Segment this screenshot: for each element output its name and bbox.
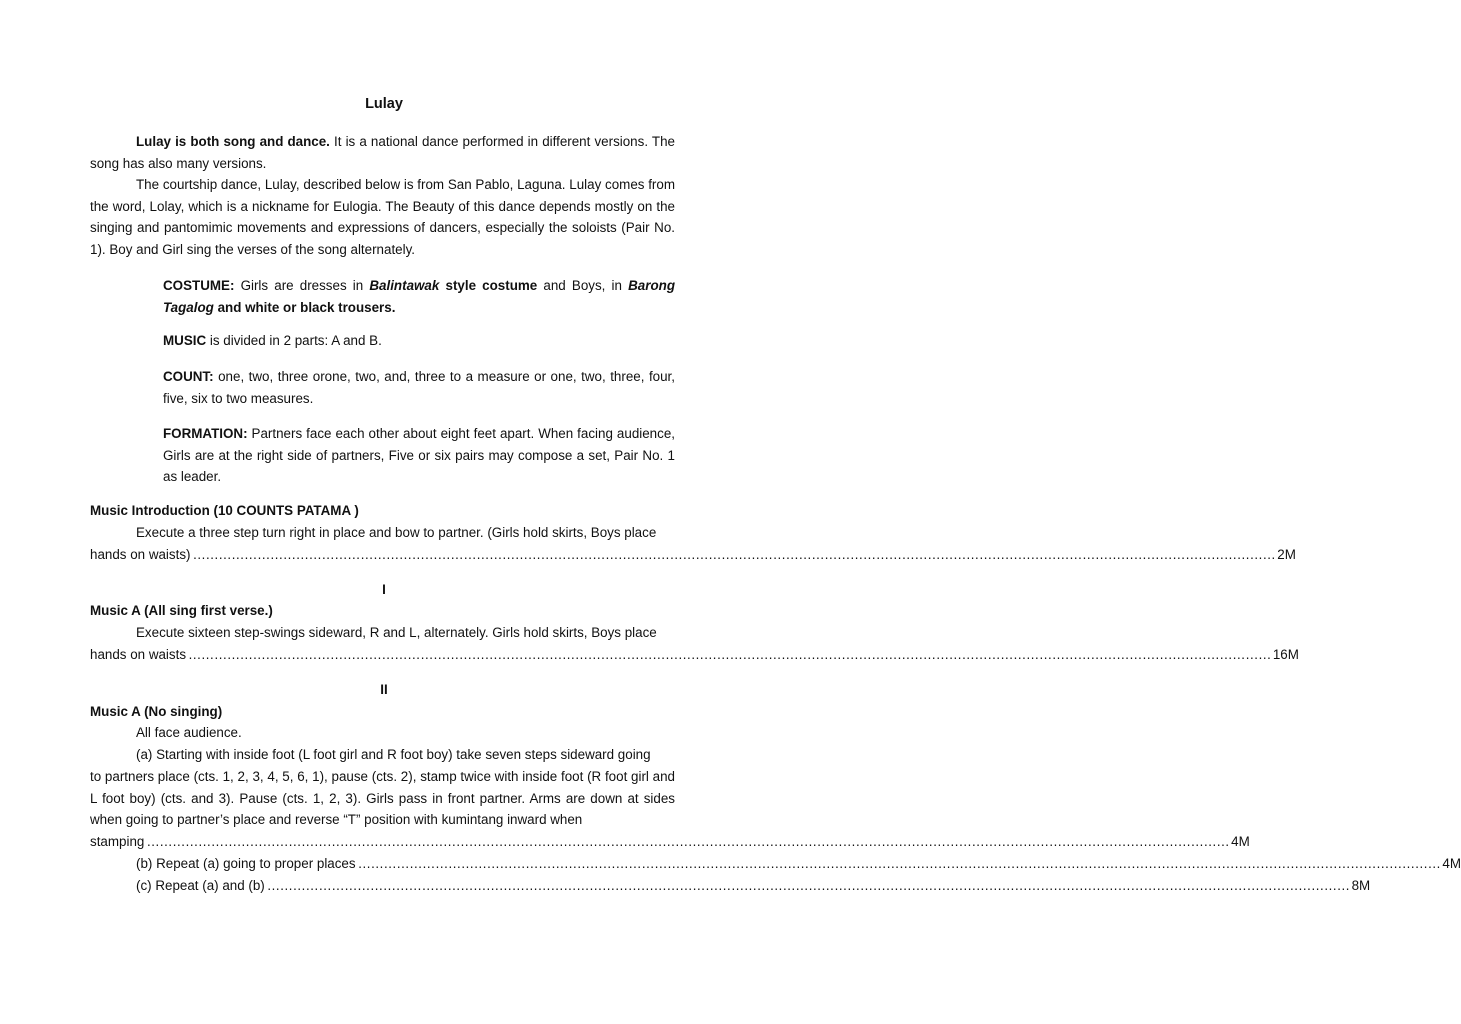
boys-costume-rest: and white or black trousers.: [213, 299, 396, 315]
costume-text-1: Girls are dresses in: [234, 278, 370, 293]
measure-count: 4M: [1231, 834, 1250, 849]
dotline-lead: stamping: [90, 834, 145, 849]
dot-leader: ………………………………………………………………………………………………………………………………………………………………………………………………………………………………: [266, 878, 1350, 893]
measure-count: 16M: [1272, 647, 1299, 662]
costume-item: [163, 275, 675, 318]
dot-leader: ………………………………………………………………………………………………………………………………………………………………………………………………………………………………: [192, 547, 1276, 562]
girls-costume-style: Balintawak: [369, 278, 440, 293]
formation-label: FORMATION:: [163, 426, 248, 441]
part-1-line-2: [90, 644, 1299, 666]
music-introduction-heading: Music Introduction (10 COUNTS PATAMA ): [90, 503, 359, 518]
part-2-b-line: [136, 853, 1461, 875]
part-1-line-1: Execute sixteen step-swings sideward, R and L, alternately. Girls hold skirts, Boys place: [136, 625, 657, 640]
dotline-lead: (c) Repeat (a) and (b): [136, 878, 265, 893]
girls-costume-style-rest: style costume: [439, 278, 538, 293]
count-text: one, two, three orone, two, and, three to a measure or one, two, three, four, five, six to two measures.: [163, 369, 675, 406]
measure-count: 8M: [1351, 878, 1371, 893]
dot-leader: ………………………………………………………………………………………………………………………………………………………………………………………………………………………………: [146, 834, 1230, 849]
dot-leader: ………………………………………………………………………………………………………………………………………………………………………………………………………………………………: [357, 856, 1441, 871]
part-2-numeral: II: [380, 682, 388, 697]
intro-paragraph-2: The courtship dance, Lulay, described below is from San Pablo, Laguna. Lulay comes from the word, Lolay, which is a nickname for Eulogia. The Beauty of this dance depends mostly on the singing and pantomimic movements and expressions of dancers, especially the soloists (Pair No. 1). Boy and Girl sing the verses of the song alternately.: [90, 177, 675, 257]
document-title: Lulay: [365, 96, 403, 112]
dotline-lead: (b) Repeat (a) going to proper places: [136, 856, 356, 871]
part-2-a-text: to partners place (cts. 1, 2, 3, 4, 5, 6, 1), pause (cts. 2), stamp twice with inside foot (R foot girl and L foot boy) (cts. and 3). Pause (cts. 1, 2, 3). Girls pass in front partner. Arms are down at sides when going to partner’s place and reverse “T” position with kumintang inward when: [90, 769, 675, 828]
music-text: is divided in 2 parts: A and B.: [206, 333, 382, 348]
music-introduction-line-1: Execute a three step turn right in place and bow to partner. (Girls hold skirts, Boys place: [136, 525, 657, 540]
part-2-c-line: [136, 875, 1371, 897]
intro-rest: It is a national dance performed in different versions. The song has also many versions.: [90, 134, 675, 171]
music-item: [163, 330, 675, 352]
music-label: MUSIC: [163, 333, 207, 348]
part-1-numeral: I: [382, 582, 386, 597]
formation-item: [163, 423, 675, 488]
intro-section: [90, 131, 675, 261]
count-label: COUNT:: [163, 369, 214, 384]
dot-leader: ………………………………………………………………………………………………………………………………………………………………………………………………………………………………: [188, 647, 1271, 662]
count-item: [163, 366, 675, 409]
measure-count: 2M: [1277, 547, 1296, 562]
dotline-lead: hands on waists): [90, 547, 191, 562]
part-1-heading: Music A (All sing first verse.): [90, 603, 273, 618]
dotline-lead: hands on waists: [90, 647, 187, 662]
intro-paragraph-1: [90, 131, 675, 174]
costume-text-2: and Boys, in: [537, 278, 629, 293]
part-2-a-line-1: (a) Starting with inside foot (L foot girl and R foot boy) take seven steps sideward going: [136, 747, 651, 762]
boys-costume-style: Barong Tagalog: [163, 278, 675, 315]
part-2-a-body: [90, 766, 675, 831]
costume-label: COSTUME:: [163, 278, 235, 293]
music-introduction-line-2: [90, 544, 1296, 566]
measure-count: 4M: [1442, 856, 1461, 871]
part-2-all-face: All face audience.: [136, 725, 242, 740]
part-2-a-last-line: [90, 831, 1250, 853]
part-2-heading: Music A (No singing): [90, 704, 223, 719]
formation-text: Partners face each other about eight feet apart. When facing audience, Girls are at the right side of partners, Five or six pairs may compose a set, Pair No. 1 as leader.: [163, 426, 675, 485]
intro-lead: Lulay is both song and dance.: [136, 134, 330, 149]
